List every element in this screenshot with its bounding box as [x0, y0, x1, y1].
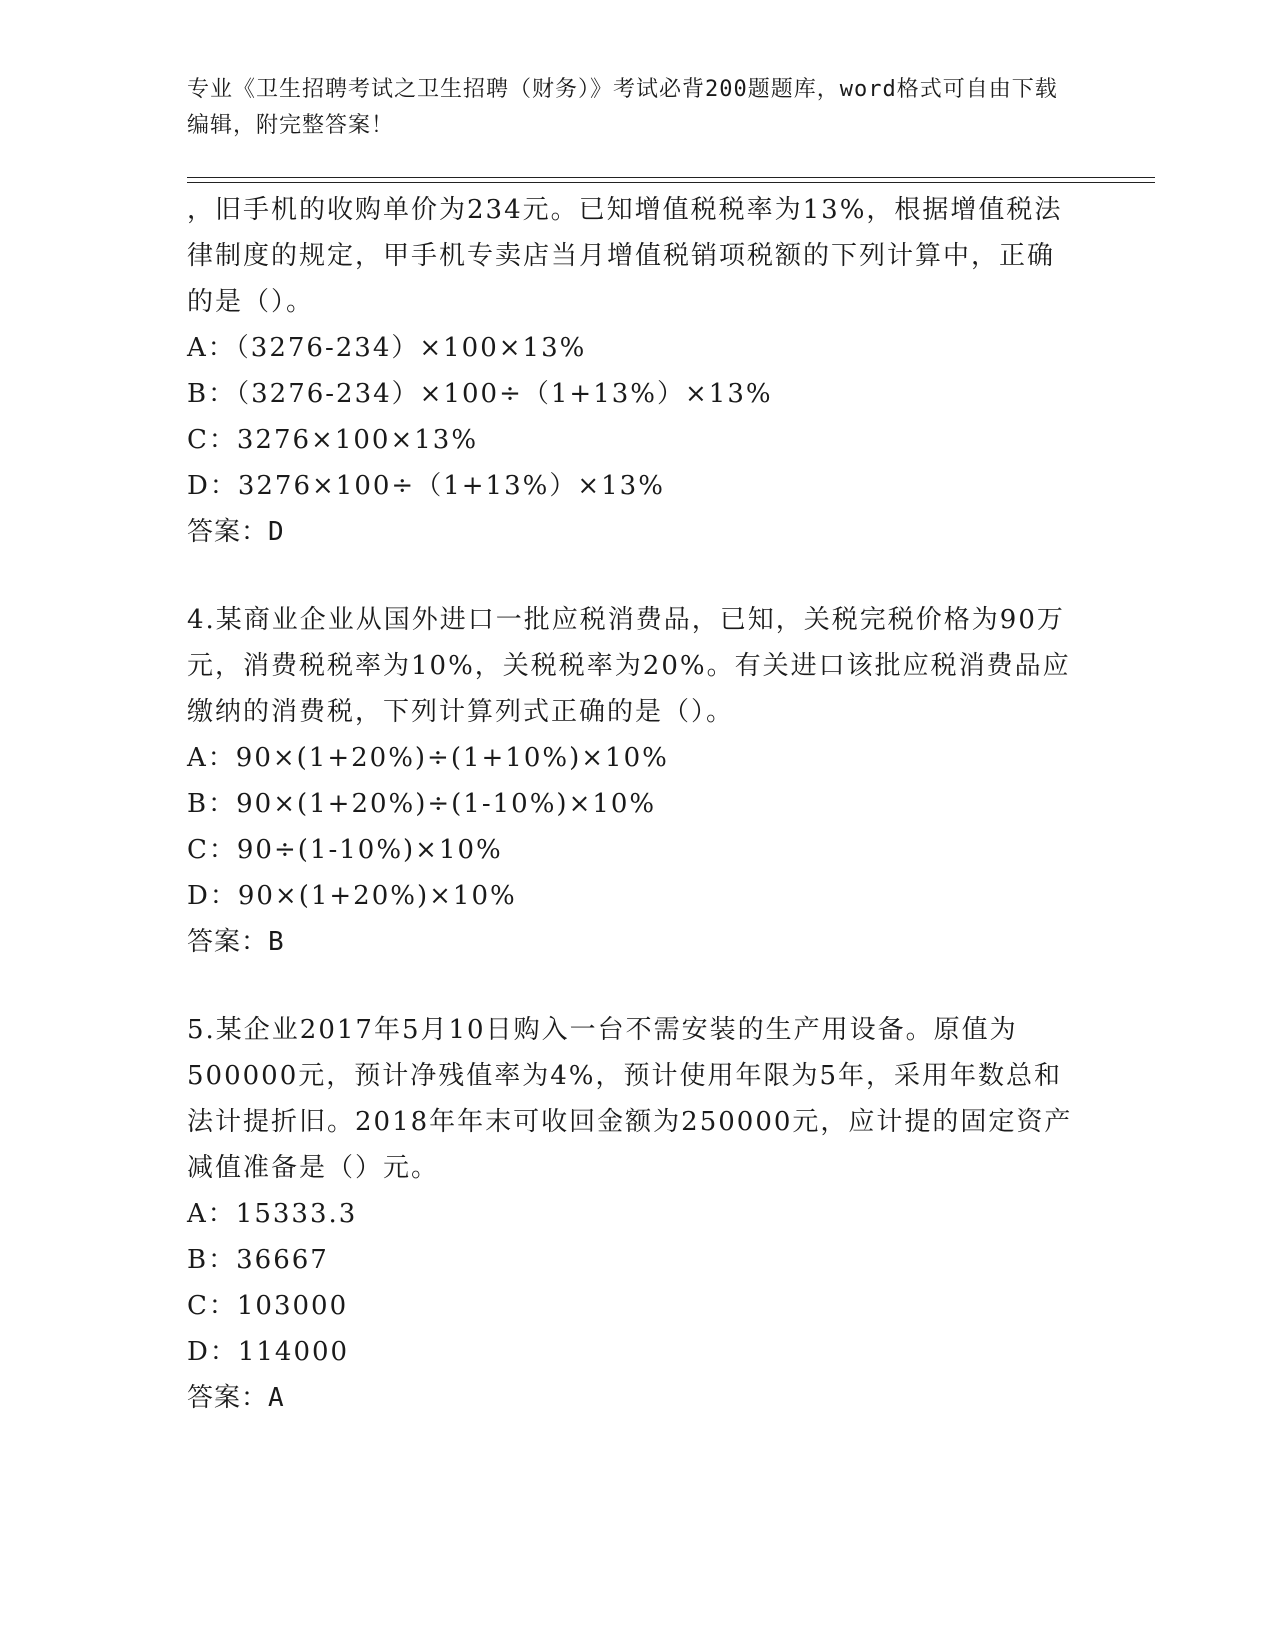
question-4	[187, 597, 1077, 965]
option-c: C：3276×100×13%	[187, 425, 479, 455]
answer-line: 答案：B	[187, 927, 285, 957]
option-c: C：103000	[187, 1291, 349, 1321]
option-a: A：（3276-234）×100×13%	[187, 333, 587, 363]
answer-line: 答案：A	[187, 1383, 285, 1413]
option-c: C：90÷(1-10%)×10%	[187, 835, 503, 865]
question-stem: 5.某企业2017年5月10日购入一台不需安装的生产用设备。原值为500000元，预计净残值率为4%，预计使用年限为5年，采用年数总和法计提折旧。2018年年末可收回金额为250000元，应计提的固定资产减值准备是（）元。	[187, 1015, 1073, 1183]
option-b: B：36667	[187, 1245, 329, 1275]
question-stem: ，旧手机的收购单价为234元。已知增值税税率为13%，根据增值税法律制度的规定，甲手机专卖店当月增值税销项税额的下列计算中，正确的是（）。	[187, 195, 1063, 317]
question-list	[187, 187, 1077, 1421]
option-d: D：3276×100÷（1+13%）×13%	[187, 471, 665, 501]
option-b: B：（3276-234）×100÷（1+13%）×13%	[187, 379, 773, 409]
option-d: D：114000	[187, 1337, 350, 1367]
header-rule-top	[187, 177, 1155, 178]
answer-line: 答案：D	[187, 517, 285, 547]
question-spacer	[187, 555, 1077, 597]
option-a: A：15333.3	[187, 1199, 358, 1229]
option-a: A：90×(1+20%)÷(1+10%)×10%	[187, 743, 669, 773]
option-d: D：90×(1+20%)×10%	[187, 881, 517, 911]
question-stem: 4.某商业企业从国外进口一批应税消费品，已知，关税完税价格为90万元，消费税税率为10%，关税税率为20%。有关进口该批应税消费品应缴纳的消费税，下列计算列式正确的是（）。	[187, 605, 1071, 727]
question-spacer	[187, 965, 1077, 1007]
question-5	[187, 1007, 1077, 1421]
header-rule-bottom	[187, 182, 1155, 183]
page-header: 专业《卫生招聘考试之卫生招聘（财务）》考试必背200题题库，word格式可自由下载编辑，附完整答案！	[187, 77, 1058, 138]
question-3	[187, 187, 1077, 555]
option-b: B：90×(1+20%)÷(1-10%)×10%	[187, 789, 657, 819]
